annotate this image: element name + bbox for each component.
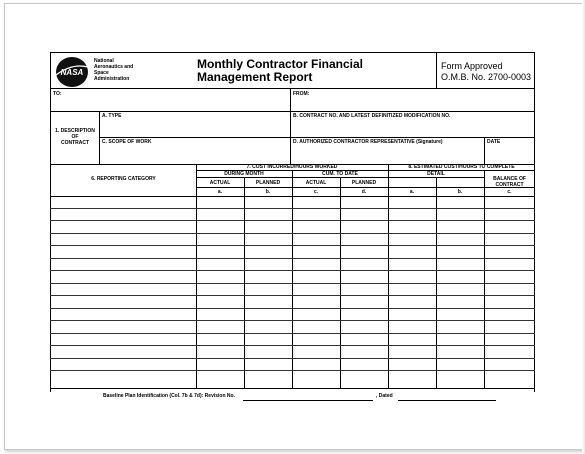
during-month-header: DURING MONTH [224, 171, 264, 177]
col-divider [196, 164, 197, 388]
header-divider [436, 52, 437, 88]
agency-line: Administration [94, 76, 130, 82]
desc-mid-rule [99, 137, 535, 138]
sub-a2: a. [409, 189, 415, 195]
dated-line [398, 400, 496, 401]
nasa-logo [54, 55, 90, 89]
header-bottom-rule [50, 88, 535, 89]
cost-incurred-header: 7. COST INCURRED/HOURS WORKED [246, 164, 338, 170]
rep-label: D. AUTHORIZED CONTRACTOR REPRESENTATIVE (Signature) [293, 139, 443, 145]
baseline-label: Baseline Plan Identification (Col. 7b & 7d): Revision No. [103, 393, 235, 399]
agency-line: National [94, 58, 114, 64]
border-right [534, 52, 535, 392]
agency-line: Aeronautics and [94, 64, 134, 70]
balance-line: CONTRACT [495, 182, 524, 188]
date-divider [484, 137, 485, 164]
row-rule [50, 333, 535, 334]
row-rule [50, 283, 535, 284]
sub-b2: b. [457, 189, 463, 195]
col-divider [388, 164, 389, 388]
row-rule [50, 295, 535, 296]
scope-label: C. SCOPE OF WORK [102, 139, 152, 145]
form-approved [441, 61, 531, 83]
col-actual-1: ACTUAL [209, 180, 231, 186]
from-label: FROM: [293, 91, 310, 97]
agency-name [94, 58, 133, 82]
row-rule [50, 320, 535, 321]
sub-c: c. [313, 189, 319, 195]
to-label: TO: [53, 91, 62, 97]
to-from-divider [290, 88, 291, 164]
estimated-cost-header: 8. ESTIMATED COST/HOURS TO COMPLETE [408, 164, 515, 170]
date-label: DATE [487, 139, 501, 145]
description-line: 1. DESCRIPTION [55, 128, 95, 134]
table-bottom-rule [50, 388, 535, 389]
col-actual-2: ACTUAL [305, 180, 327, 186]
cum-to-date-header: CUM. TO DATE [322, 171, 358, 177]
row-rule [50, 370, 535, 371]
title-line: Management Report [197, 70, 313, 84]
border-top [50, 52, 535, 53]
agency-line: Space [94, 70, 109, 76]
row-rule [50, 308, 535, 309]
detail-header: DETAIL [427, 171, 445, 177]
row-rule [50, 233, 535, 234]
dated-label: , Dated [376, 393, 393, 399]
balance-line: BALANCE OF [493, 176, 526, 182]
col-planned-2: PLANNED [351, 180, 377, 186]
omb-number: O.M.B. No. 2700-0003 [441, 72, 532, 82]
row-rule [50, 220, 535, 221]
row-rule [50, 358, 535, 359]
sub-c2: c. [507, 189, 512, 195]
border-left [50, 52, 51, 392]
contract-no-label: B. CONTRACT NO. AND LATEST DEFINITIZED MODIFICATION NO. [293, 113, 451, 119]
to-row-bottom [50, 111, 535, 112]
reporting-category-header: 6. REPORTING CATEGORY [91, 176, 156, 182]
nasa-logo-text: NASA [60, 68, 84, 77]
row-rule [50, 245, 535, 246]
form-approved-line: Form Approved [441, 61, 503, 71]
description-line: CONTRACT [60, 140, 90, 146]
row-rule [50, 258, 535, 259]
col-divider [484, 170, 485, 388]
revision-no-line [243, 400, 373, 401]
row-rule [50, 345, 535, 346]
sub-b: b. [265, 189, 271, 195]
description-label [51, 128, 99, 146]
report-title [197, 58, 363, 84]
description-line: OF [71, 134, 79, 140]
row-rule [50, 208, 535, 209]
title-line: Monthly Contractor Financial [197, 57, 364, 71]
col-divider [292, 170, 293, 388]
row-rule [50, 270, 535, 271]
sub-a: a. [217, 189, 223, 195]
type-label: A. TYPE [102, 113, 122, 119]
col-planned-1: PLANNED [255, 180, 281, 186]
sub-d: d. [361, 189, 367, 195]
